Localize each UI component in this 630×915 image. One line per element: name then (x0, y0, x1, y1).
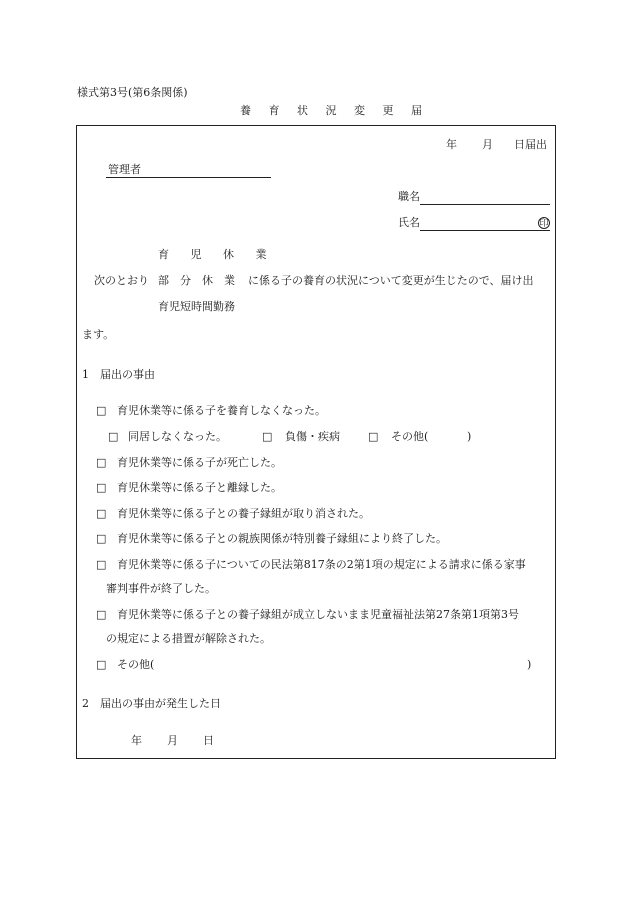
checkbox-reason-4[interactable]: □ (96, 507, 107, 520)
reason-4-text: 育児休業等に係る子との養子縁組が取り消された。 (117, 507, 370, 520)
reason-6-continuation: 審判事件が終了した。 (106, 582, 216, 595)
checkbox-reason-5[interactable]: □ (96, 532, 107, 545)
filing-date-day: 日届出 (514, 138, 547, 151)
intro-before: 次のとおり (94, 274, 149, 287)
reason-8-text: その他( (117, 658, 155, 671)
section1-title: 1 届出の事由 (82, 368, 155, 381)
reason-7-continuation: の規定による措置が解除された。 (106, 632, 271, 645)
occurrence-date-month: 月 (167, 734, 178, 747)
manager-underline[interactable] (106, 177, 271, 178)
reason-6-text: 育児休業等に係る子についての民法第817条の2第1項の規定による請求に係る家事 (117, 558, 526, 571)
reason-2-text: 育児休業等に係る子が死亡した。 (117, 456, 282, 469)
checkbox-sub-reason-2[interactable]: □ (262, 430, 273, 443)
filing-date-month: 月 (482, 138, 493, 151)
seal-mark: 印 (539, 219, 549, 229)
occurrence-date-year: 年 (131, 734, 142, 747)
name-underline[interactable] (420, 230, 550, 231)
page-title: 養 育 状 況 変 更 届 (240, 104, 429, 117)
job-title-label: 職名 (398, 190, 420, 203)
checkbox-reason-7[interactable]: □ (96, 608, 107, 621)
sub-reason-3-close: ) (467, 430, 472, 443)
checkbox-reason-8[interactable]: □ (96, 658, 107, 671)
sub-reason-3-text: その他( (391, 430, 429, 443)
leave-type-short-hours: 育児短時間勤務 (158, 300, 235, 313)
checkbox-reason-2[interactable]: □ (96, 456, 107, 469)
reason-1-text: 育児休業等に係る子を養育しなくなった。 (117, 404, 326, 417)
reason-5-text: 育児休業等に係る子との親族関係が特別養子縁組により終了した。 (117, 532, 447, 545)
form-number: 様式第3号(第6条関係) (77, 86, 188, 99)
reason-8-close: ) (527, 658, 532, 671)
checkbox-sub-reason-1[interactable]: □ (108, 430, 119, 443)
filing-date-year: 年 (446, 138, 457, 151)
checkbox-reason-1[interactable]: □ (96, 404, 107, 417)
leave-type-childcare: 育 児 休 業 (158, 248, 276, 261)
leave-type-partial: 部 分 休 業 (158, 274, 235, 287)
sub-reason-2-text: 負傷・疾病 (285, 430, 340, 443)
section2-title: 2 届出の事由が発生した日 (82, 697, 221, 710)
reason-7-text: 育児休業等に係る子との養子縁組が成立しないまま児童福祉法第27条第1項第3号 (117, 608, 519, 621)
manager-label: 管理者 (108, 163, 141, 176)
checkbox-reason-3[interactable]: □ (96, 481, 107, 494)
checkbox-reason-6[interactable]: □ (96, 558, 107, 571)
intro-end: ます。 (82, 328, 115, 341)
intro-after: に係る子の養育の状況について変更が生じたので、届け出 (248, 274, 534, 287)
job-title-underline[interactable] (420, 204, 550, 205)
reason-3-text: 育児休業等に係る子と離縁した。 (117, 481, 282, 494)
name-label: 氏名 (398, 216, 420, 229)
checkbox-sub-reason-3[interactable]: □ (368, 430, 379, 443)
sub-reason-1-text: 同居しなくなった。 (128, 430, 227, 443)
occurrence-date-day: 日 (203, 734, 214, 747)
